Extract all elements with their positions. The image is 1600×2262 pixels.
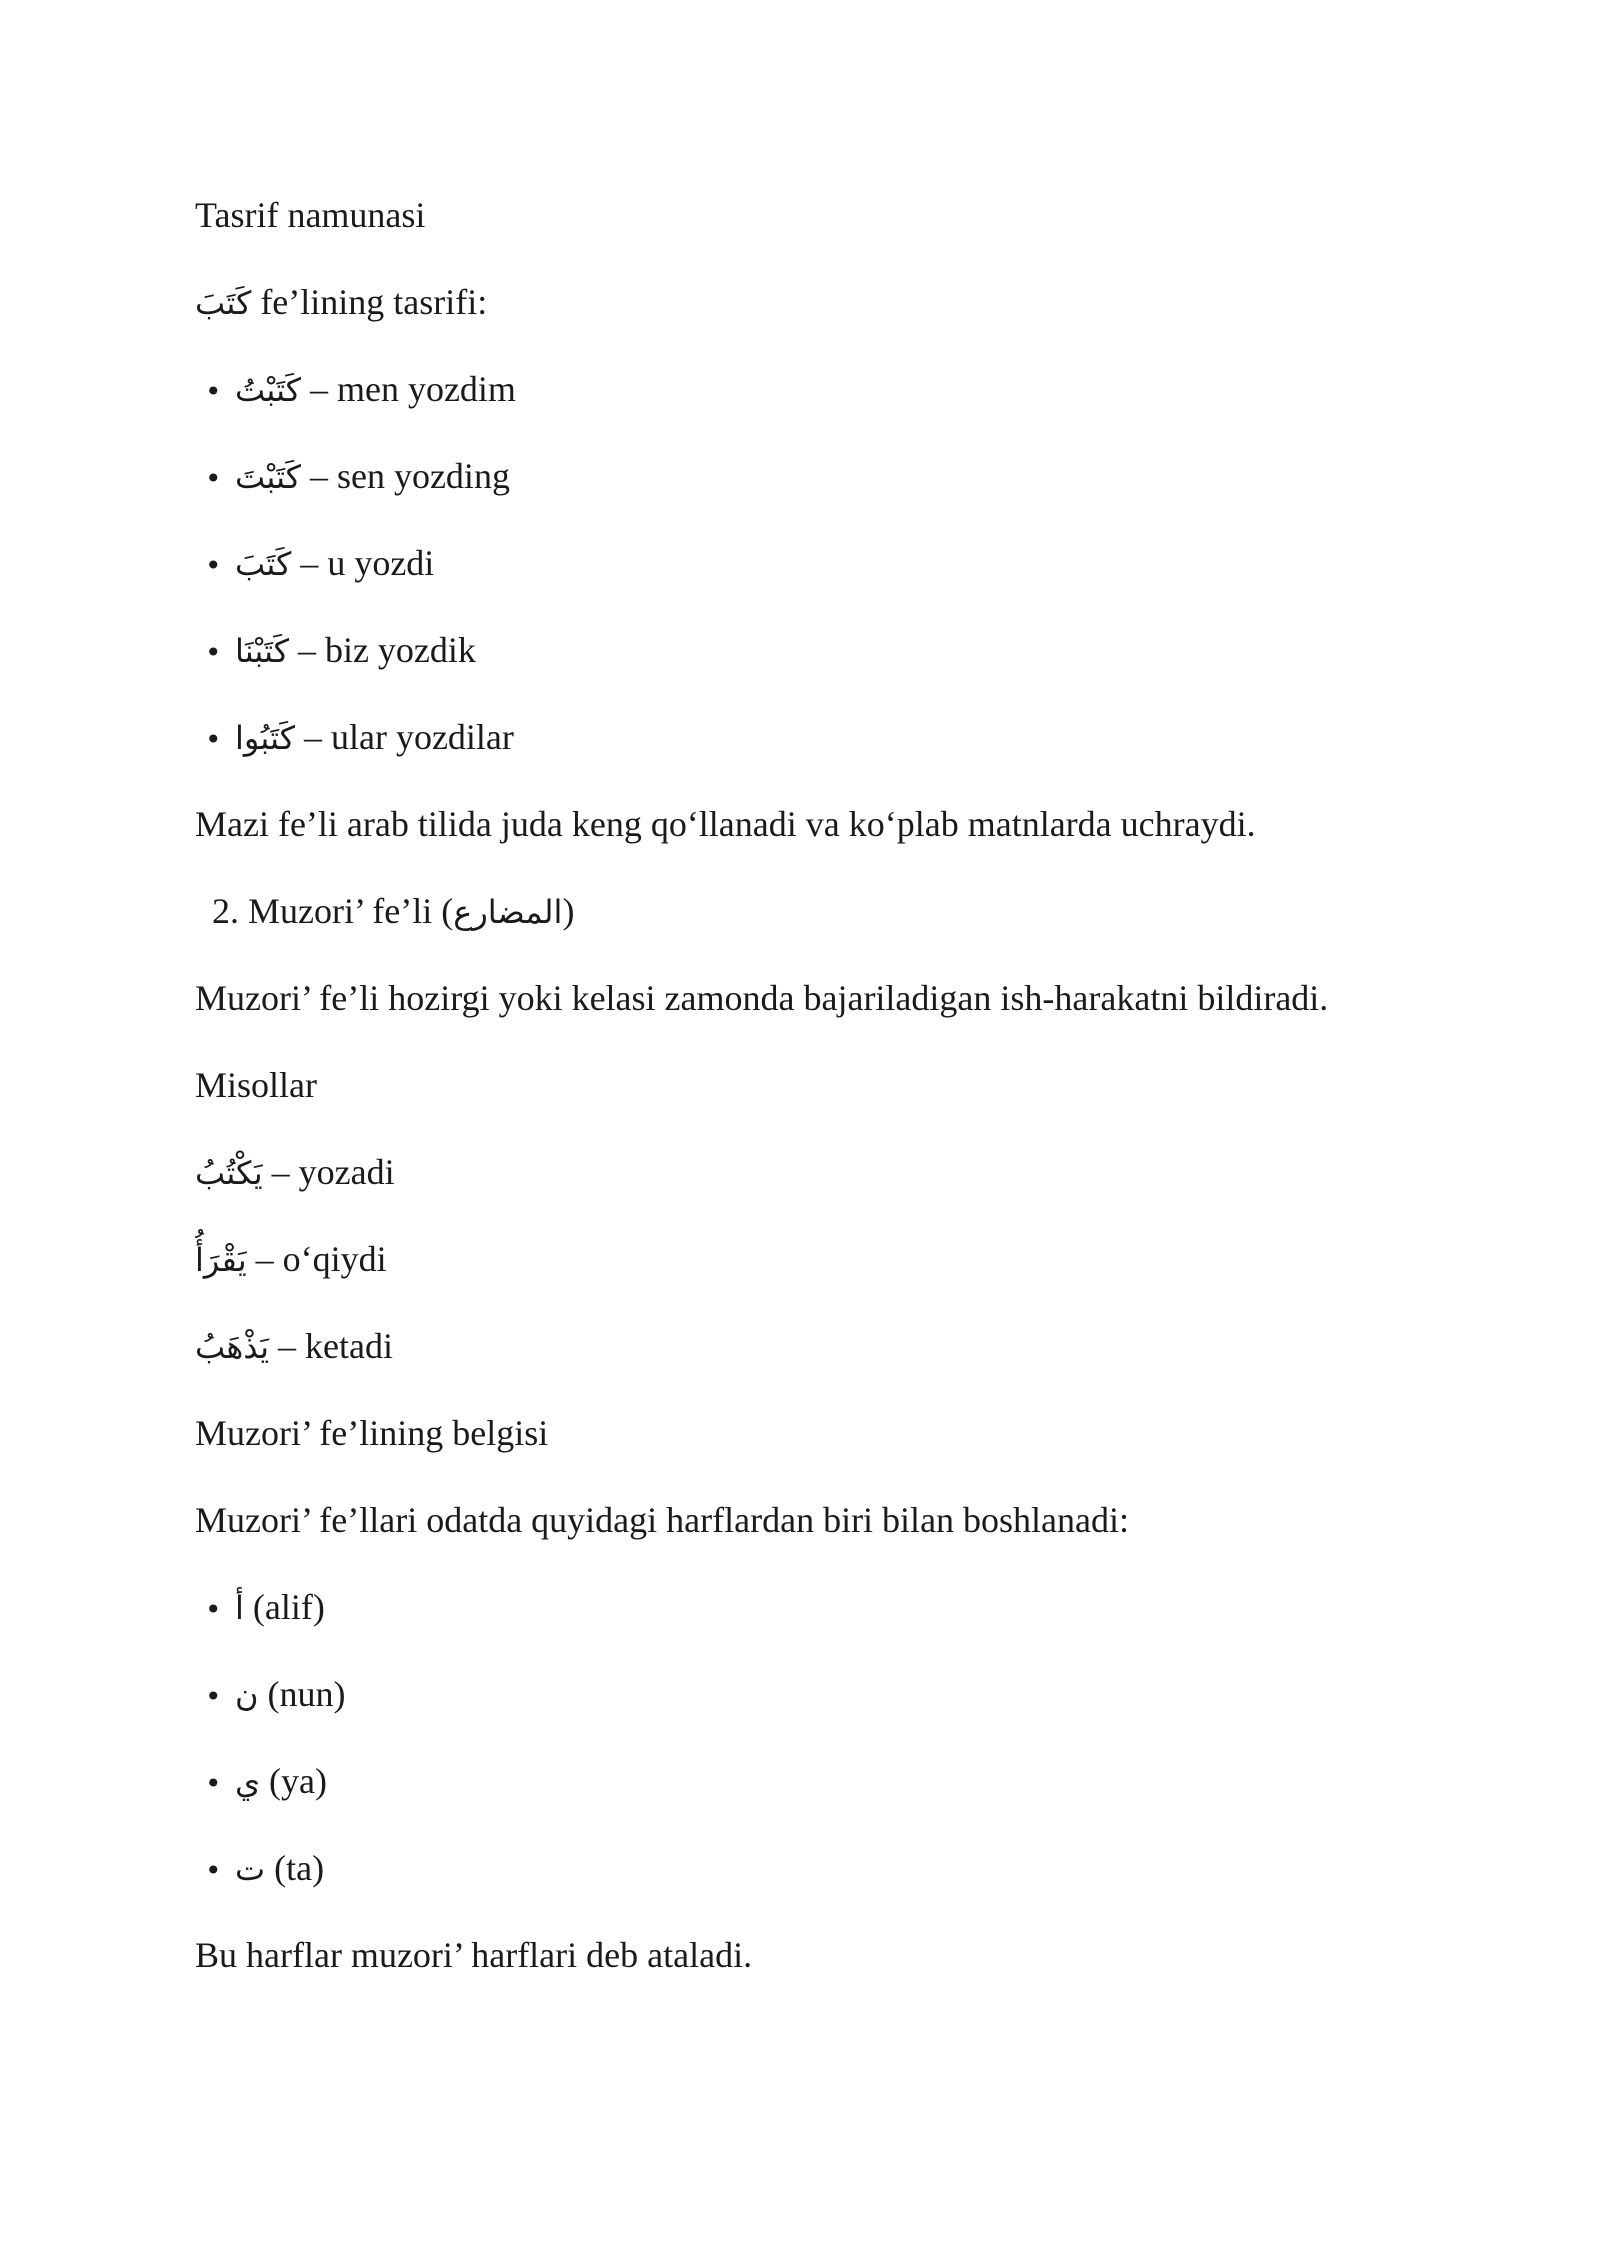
- arabic-form: كَتَبْنَا: [235, 632, 289, 670]
- list-item: [205, 538, 434, 591]
- bullet-icon: •: [205, 1767, 222, 1800]
- arabic-letter: ي: [235, 1763, 261, 1801]
- bullet-icon: •: [205, 636, 222, 669]
- bullet-icon: •: [205, 723, 222, 756]
- arabic-letter: ن: [235, 1676, 259, 1714]
- arabic-form: يَقْرَأُ: [195, 1241, 247, 1279]
- list-item-text: – ular yozdilar: [294, 717, 514, 757]
- arabic-form: كَتَبْتَ: [235, 458, 301, 496]
- bullet-icon: •: [205, 549, 222, 582]
- list-item: [205, 625, 476, 678]
- belgi-intro: Muzori’ fe’llari odatda quyidagi harflardan biri bilan boshlanadi:: [195, 1500, 1130, 1540]
- bullet-icon: •: [205, 1593, 222, 1626]
- list-item: [205, 451, 510, 504]
- heading-tasrif: Tasrif namunasi: [195, 195, 426, 235]
- arabic-term: المضارع: [453, 893, 563, 931]
- arabic-form: كَتَبُوا: [235, 719, 295, 757]
- belgi-heading: Muzori’ fe’lining belgisi: [195, 1413, 549, 1453]
- example-line: [195, 1147, 395, 1198]
- section-heading-text: 2. Muzori’ fe’li (: [212, 891, 454, 931]
- list-item-text: – men yozdim: [300, 369, 516, 409]
- list-item-text: – biz yozdik: [288, 630, 476, 670]
- tasrif-intro: [195, 277, 487, 328]
- example-text: – o‘qiydi: [246, 1239, 387, 1279]
- example-text: – yozadi: [262, 1152, 395, 1192]
- arabic-form: يَكْتُبُ: [195, 1154, 263, 1192]
- arabic-verb: كَتَبَ: [195, 284, 252, 322]
- list-item-text: (alif): [243, 1587, 325, 1627]
- section-heading-2: [212, 886, 574, 937]
- list-item-text: (nun): [258, 1674, 346, 1714]
- list-item-text: – u yozdi: [291, 543, 435, 583]
- list-item: [205, 364, 516, 417]
- arabic-letter: أ: [235, 1589, 244, 1627]
- tasrif-intro-text: fe’lining tasrifi:: [251, 282, 488, 322]
- list-item: [205, 712, 514, 765]
- list-item: [205, 1843, 324, 1896]
- arabic-form: كَتَبْتُ: [235, 371, 301, 409]
- misollar-label: Misollar: [195, 1065, 317, 1105]
- bullet-icon: •: [205, 1680, 222, 1713]
- example-line: [195, 1234, 387, 1285]
- example-text: – ketadi: [269, 1326, 393, 1366]
- bullet-icon: •: [205, 375, 222, 408]
- list-item: [205, 1669, 345, 1722]
- list-item: [205, 1582, 325, 1635]
- bullet-icon: •: [205, 462, 222, 495]
- list-item: [205, 1756, 327, 1809]
- arabic-form: كَتَبَ: [235, 545, 292, 583]
- arabic-form: يَذْهَبُ: [195, 1328, 269, 1366]
- list-item-text: – sen yozding: [300, 456, 510, 496]
- list-item-text: (ya): [260, 1761, 328, 1801]
- example-line: [195, 1321, 393, 1372]
- arabic-letter: ت: [235, 1850, 266, 1888]
- bullet-icon: •: [205, 1854, 222, 1887]
- section-heading-close: ): [562, 891, 575, 931]
- list-item-text: (ta): [265, 1848, 325, 1888]
- muzori-definition: Muzori’ fe’li hozirgi yoki kelasi zamonda bajariladigan ish-harakatni bildiradi.: [195, 978, 1329, 1018]
- conclusion: Bu harflar muzori’ harflari deb ataladi.: [195, 1935, 753, 1975]
- mazi-summary: Mazi fe’li arab tilida juda keng qo‘llanadi va ko‘plab matnlarda uchraydi.: [195, 804, 1256, 844]
